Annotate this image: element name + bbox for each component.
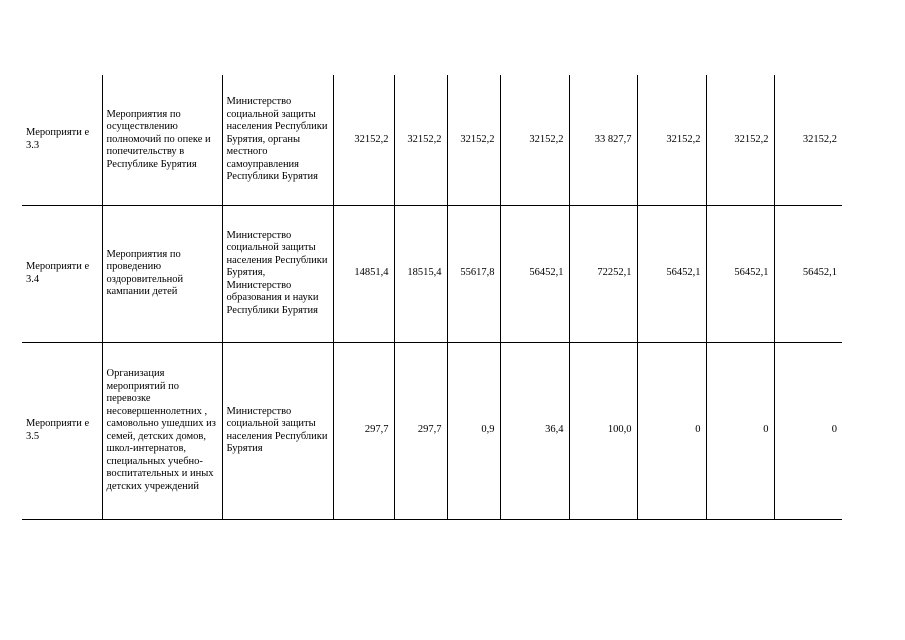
activity-name: Мероприятия по осуществлению полномочий по опеке и попечительству в Республике Бурятия xyxy=(102,75,222,205)
value-cell: 32152,2 xyxy=(706,75,774,205)
value-cell: 100,0 xyxy=(569,342,637,519)
value-cell: 0 xyxy=(706,342,774,519)
value-cell: 32152,2 xyxy=(394,75,447,205)
activity-name: Мероприятия по проведению оздоровительной кампании детей xyxy=(102,205,222,342)
value-cell: 56452,1 xyxy=(637,205,706,342)
activity-code: Мероприяти е 3.3 xyxy=(22,75,102,205)
value-cell: 0 xyxy=(774,342,842,519)
activity-executor: Министерство социальной защиты населения Республики Бурятия, Министерство образования и науки Республики Бурятия xyxy=(222,205,333,342)
value-cell: 32152,2 xyxy=(333,75,394,205)
value-cell: 33 827,7 xyxy=(569,75,637,205)
value-cell: 0,9 xyxy=(447,342,500,519)
activity-name: Организация мероприятий по перевозке несовершеннолетних , самовольно ушедших из семей, детских домов, школ-интернатов, специальных учебно-воспитательных и иных детских учреждений xyxy=(102,342,222,519)
table-row xyxy=(22,75,842,205)
value-cell: 32152,2 xyxy=(774,75,842,205)
activity-code: Мероприяти е 3.5 xyxy=(22,342,102,519)
activity-code: Мероприяти е 3.4 xyxy=(22,205,102,342)
budget-table xyxy=(22,75,842,520)
value-cell: 32152,2 xyxy=(447,75,500,205)
value-cell: 56452,1 xyxy=(774,205,842,342)
table-row xyxy=(22,205,842,342)
value-cell: 18515,4 xyxy=(394,205,447,342)
value-cell: 72252,1 xyxy=(569,205,637,342)
value-cell: 36,4 xyxy=(500,342,569,519)
value-cell: 56452,1 xyxy=(706,205,774,342)
activity-executor: Министерство социальной защиты населения Республики Бурятия, органы местного самоуправления Республики Бурятия xyxy=(222,75,333,205)
table-row xyxy=(22,342,842,519)
value-cell: 32152,2 xyxy=(637,75,706,205)
value-cell: 0 xyxy=(637,342,706,519)
value-cell: 56452,1 xyxy=(500,205,569,342)
value-cell: 297,7 xyxy=(333,342,394,519)
value-cell: 297,7 xyxy=(394,342,447,519)
value-cell: 32152,2 xyxy=(500,75,569,205)
activity-executor: Министерство социальной защиты населения Республики Бурятия xyxy=(222,342,333,519)
value-cell: 55617,8 xyxy=(447,205,500,342)
value-cell: 14851,4 xyxy=(333,205,394,342)
